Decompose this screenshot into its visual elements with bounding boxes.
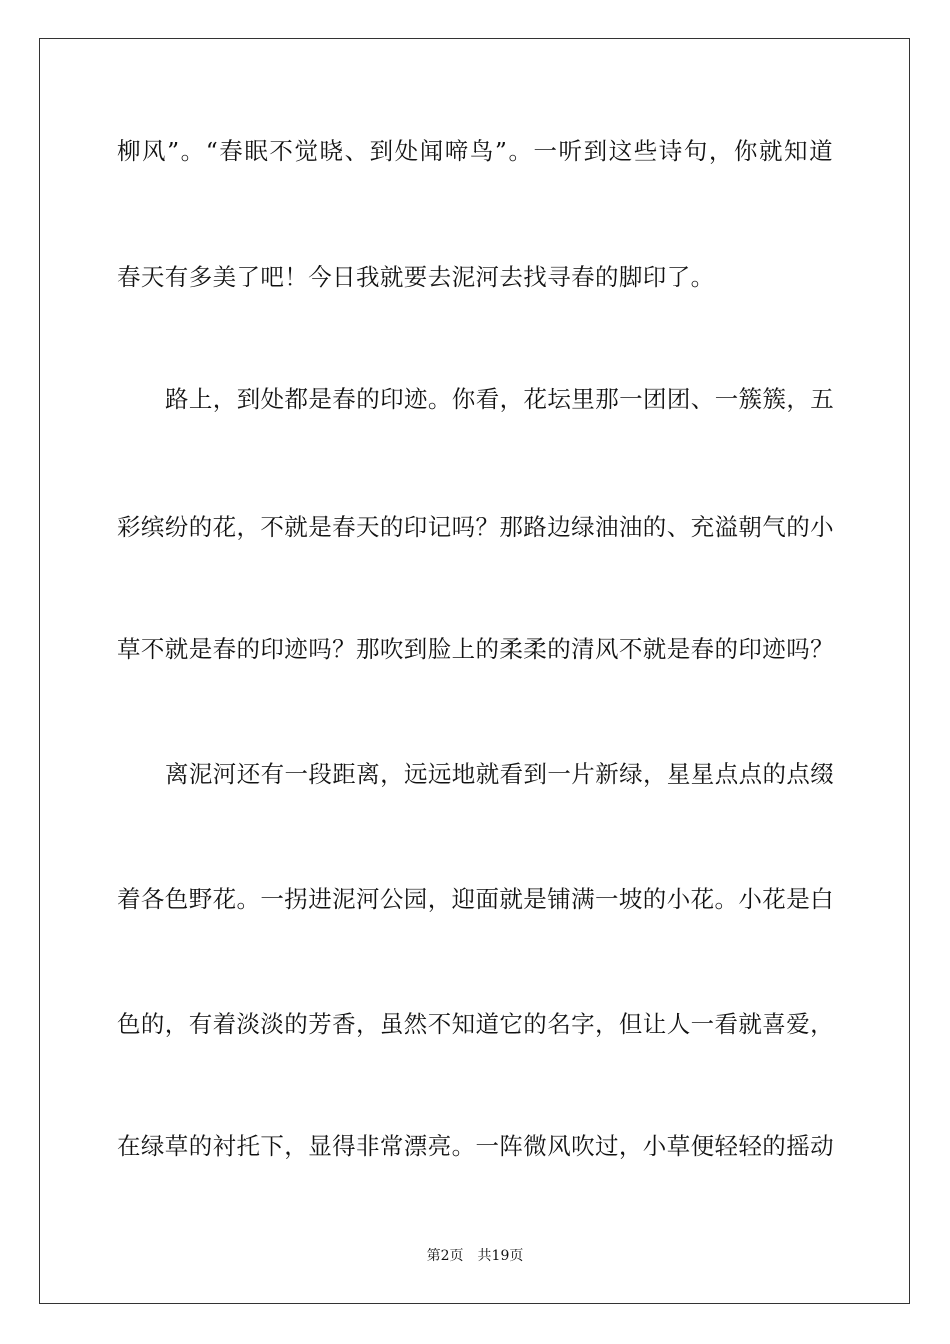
text-line-9: 在绿草的衬托下，显得非常漂亮。一阵微风吹过，小草便轻轻的摇动 [117,1132,834,1160]
text-line-2: 春天有多美了吧！今日我就要去泥河去找寻春的脚印了。 [117,263,715,291]
text-line-8: 色的，有着淡淡的芳香，虽然不知道它的名字，但让人一看就喜爱， [117,1010,834,1038]
page-footer [0,1247,950,1265]
text-line-1: 柳风”。“春眠不觉晓、到处闻啼鸟”。一听到这些诗句，你就知道 [117,137,833,165]
page-border [39,38,910,1304]
text-line-5: 草不就是春的印迹吗？那吹到脸上的柔柔的清风不就是春的印迹吗？ [117,635,834,663]
text-line-3: 路上，到处都是春的印迹。你看，花坛里那一团团、一簇簇，五 [165,385,835,413]
page-number: 第2页 [426,1248,464,1264]
text-line-6: 离泥河还有一段距离，远远地就看到一片新绿，星星点点的点缀 [165,760,835,788]
text-line-4: 彩缤纷的花，不就是春天的印记吗？那路边绿油油的、充溢朝气的小 [117,513,834,541]
text-line-7: 着各色野花。一拐进泥河公园，迎面就是铺满一坡的小花。小花是白 [117,885,834,913]
page-total: 共19页 [477,1248,524,1264]
